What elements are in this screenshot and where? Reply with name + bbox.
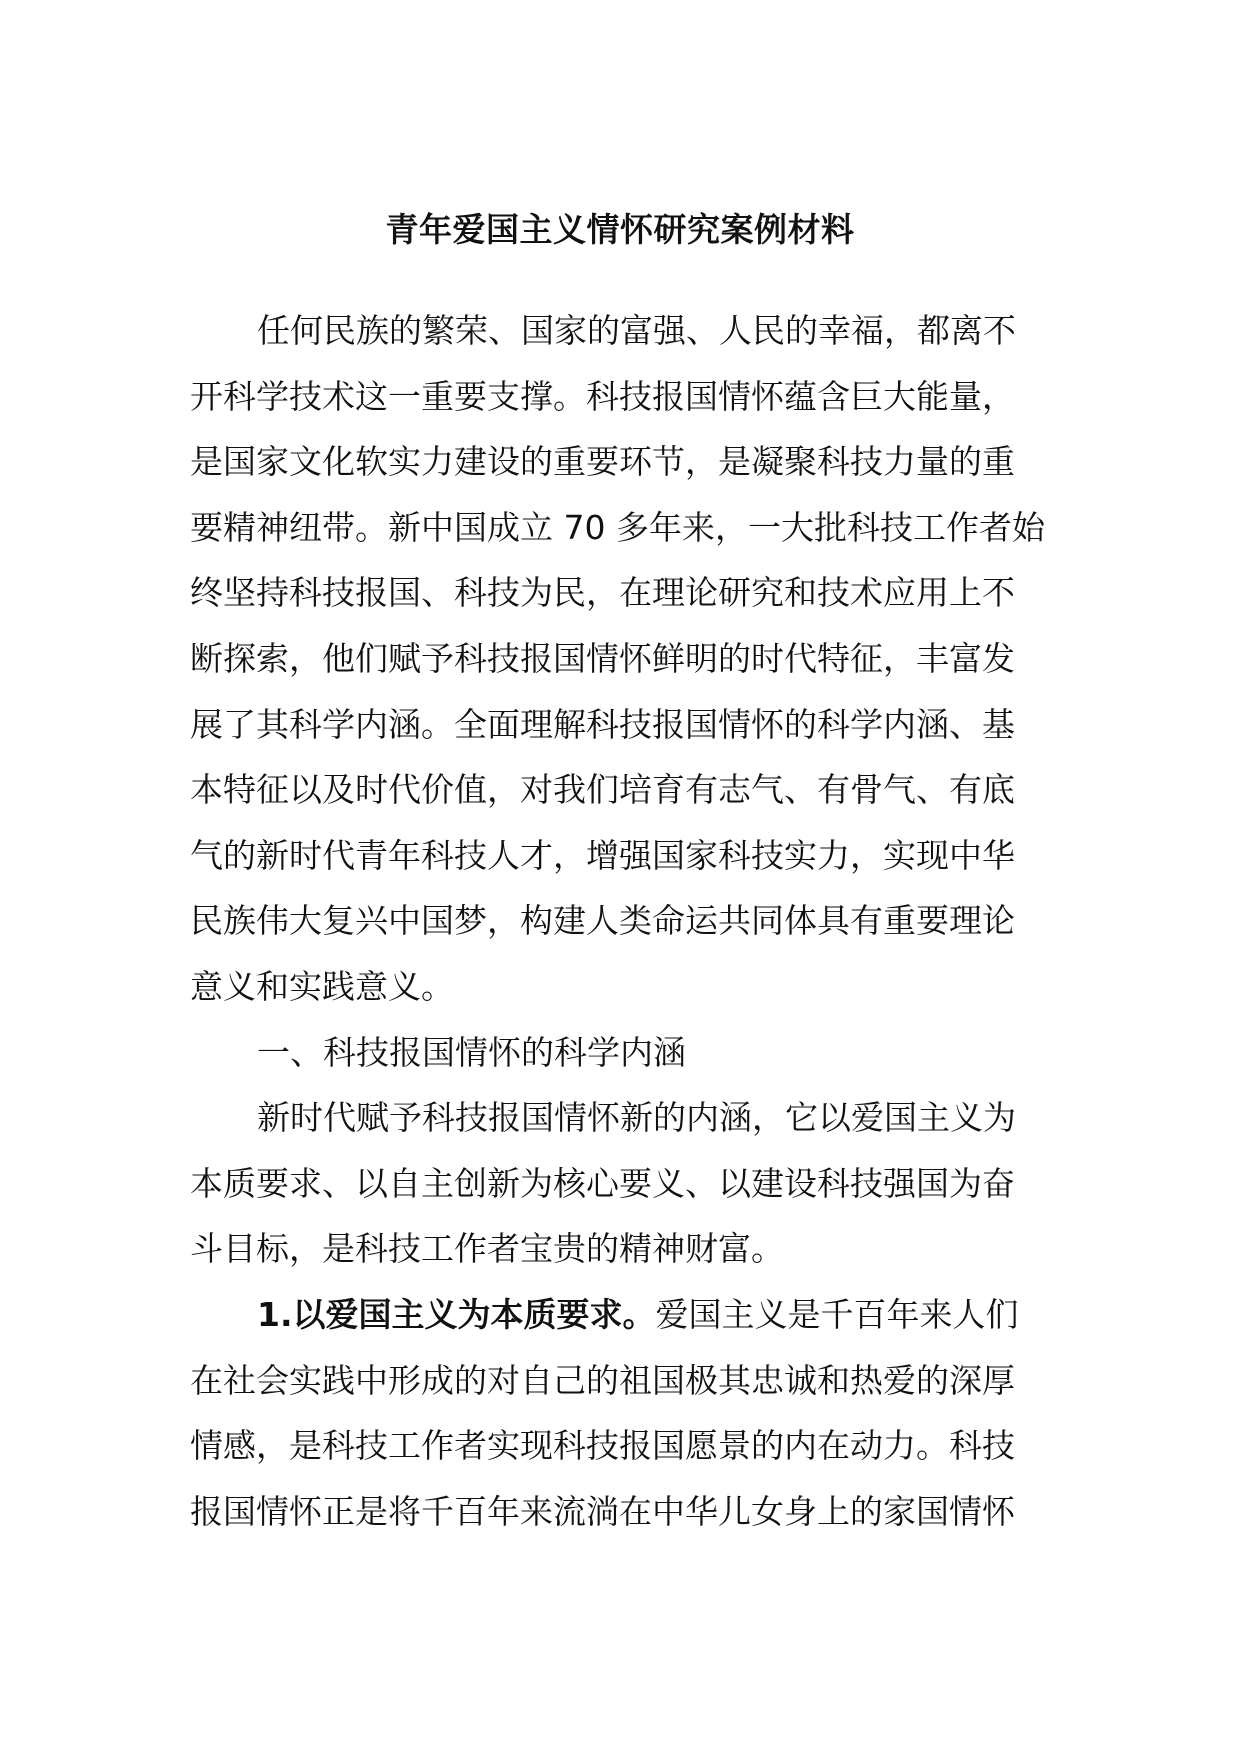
subsection-text: 爱国主义是千百年来人们 [655, 1294, 1019, 1334]
section-heading: 一、科技报国情怀的科学内涵 [257, 1032, 686, 1072]
text-line: 任何民族的繁荣、国家的富强、人民的幸福，都离不 [257, 311, 1016, 350]
text-line: 本特征以及时代价值，对我们培育有志气、有骨气、有底 [190, 770, 1015, 810]
text-line: 是国家文化软实力建设的重要环节，是凝聚科技力量的重 [190, 442, 1015, 482]
text-line: 在社会实践中形成的对自己的祖国极其忠诚和热爱的深厚 [190, 1360, 1015, 1400]
text-line: 展了其科学内涵。全面理解科技报国情怀的科学内涵、基 [190, 704, 1015, 744]
text-line: 情感，是科技工作者实现科技报国愿景的内在动力。科技 [190, 1426, 1015, 1466]
text-line: 民族伟大复兴中国梦，构建人类命运共同体具有重要理论 [190, 901, 1015, 941]
subsection-line [190, 1282, 1056, 1348]
subsection-heading: 1.以爱国主义为本质要求。 [257, 1294, 656, 1334]
text-line: 本质要求、以自主创新为核心要义、以建设科技强国为奋 [190, 1163, 1015, 1203]
text-line: 新时代赋予科技报国情怀新的内涵，它以爱国主义为 [257, 1098, 1016, 1138]
text-line: 开科学技术这一重要支撑。科技报国情怀蕴含巨大能量， [190, 376, 1015, 416]
text-line: 要精神纽带。新中国成立 70 多年来，一大批科技工作者始 [190, 507, 1045, 547]
text-line: 终坚持科技报国、科技为民，在理论研究和技术应用上不 [190, 573, 1015, 613]
text-line: 断探索，他们赋予科技报国情怀鲜明的时代特征，丰富发 [190, 638, 1015, 678]
text-line: 报国情怀正是将千百年来流淌在中华儿女身上的家国情怀 [190, 1491, 1015, 1531]
document-body [190, 298, 1056, 1544]
text-line: 斗目标，是科技工作者宝贵的精神财富。 [190, 1229, 784, 1269]
document-title: 青年爱国主义情怀研究案例材料 [385, 210, 855, 249]
text-line: 气的新时代青年科技人才，增强国家科技实力，实现中华 [190, 835, 1015, 875]
text-line: 意义和实践意义。 [190, 966, 454, 1006]
